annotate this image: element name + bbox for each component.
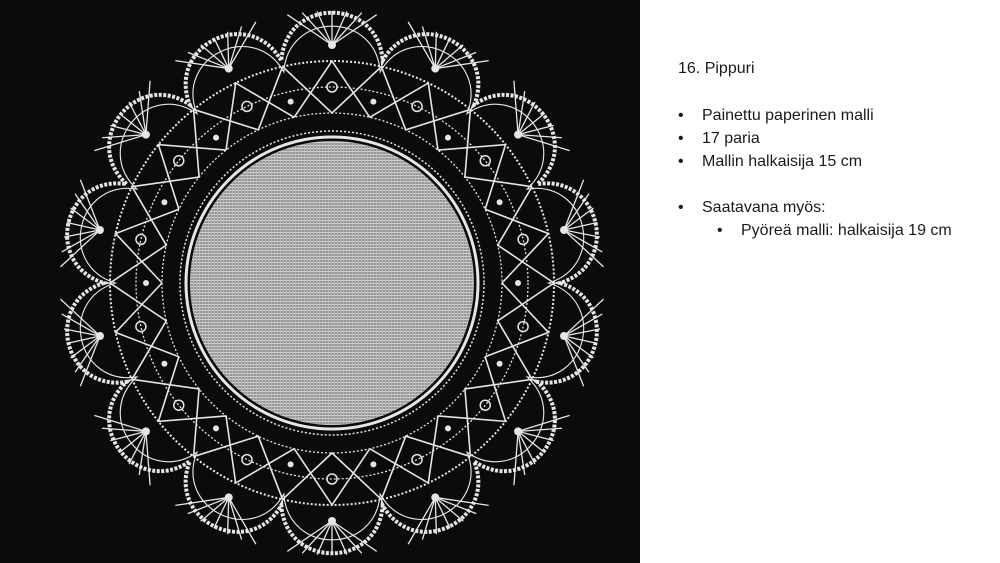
bullet-icon: • [678,130,684,147]
lace-fan-center [225,493,233,501]
lace-tally [445,425,451,431]
lace-fan-center [328,41,336,49]
list-item [678,150,952,173]
bullet-list [678,104,952,242]
bullet-icon: • [678,153,684,170]
linen-center [190,141,474,425]
list-item [678,104,952,127]
lace-fan-center [225,65,233,73]
lace-tally [515,280,521,286]
lace-tally [213,135,219,141]
lace-fan-center [514,131,522,139]
bullet-icon: • [678,107,684,124]
slide-text-panel [640,0,1000,563]
lace-fan-center [328,517,336,525]
bullet-text: Painettu paperinen malli [702,107,874,124]
lace-tally [213,425,219,431]
lace-fan-center [96,332,104,340]
bullet-text: Saatavana myös: [702,199,826,216]
lace-fan-center [142,131,150,139]
lace-fan-center [142,427,150,435]
lace-tally [288,99,294,105]
list-item [678,127,952,150]
lace-tally [370,461,376,467]
slide-title: 16. Pippuri [678,60,755,77]
lace-fan-center [96,226,104,234]
lace-fan-center [560,226,568,234]
lace-fan-center [560,332,568,340]
lace-fan-center [431,493,439,501]
lace-tally [161,199,167,205]
bullet-icon: • [678,199,684,216]
lace-fan-center [431,65,439,73]
lace-tally [497,199,503,205]
lace-fan-center [514,427,522,435]
lace-tally [370,99,376,105]
bullet-text: Mallin halkaisija 15 cm [702,153,863,170]
bullet-text: 17 paria [702,130,760,147]
sub-bullet-text: Pyöreä malli: halkaisija 19 cm [741,222,952,239]
lace-tally [497,361,503,367]
sub-list-item [717,219,952,242]
lace-tally [143,280,149,286]
lace-tally [288,461,294,467]
bullet-icon: • [717,222,723,239]
lace-tally [445,135,451,141]
lace-tally [161,361,167,367]
list-item [678,196,952,219]
